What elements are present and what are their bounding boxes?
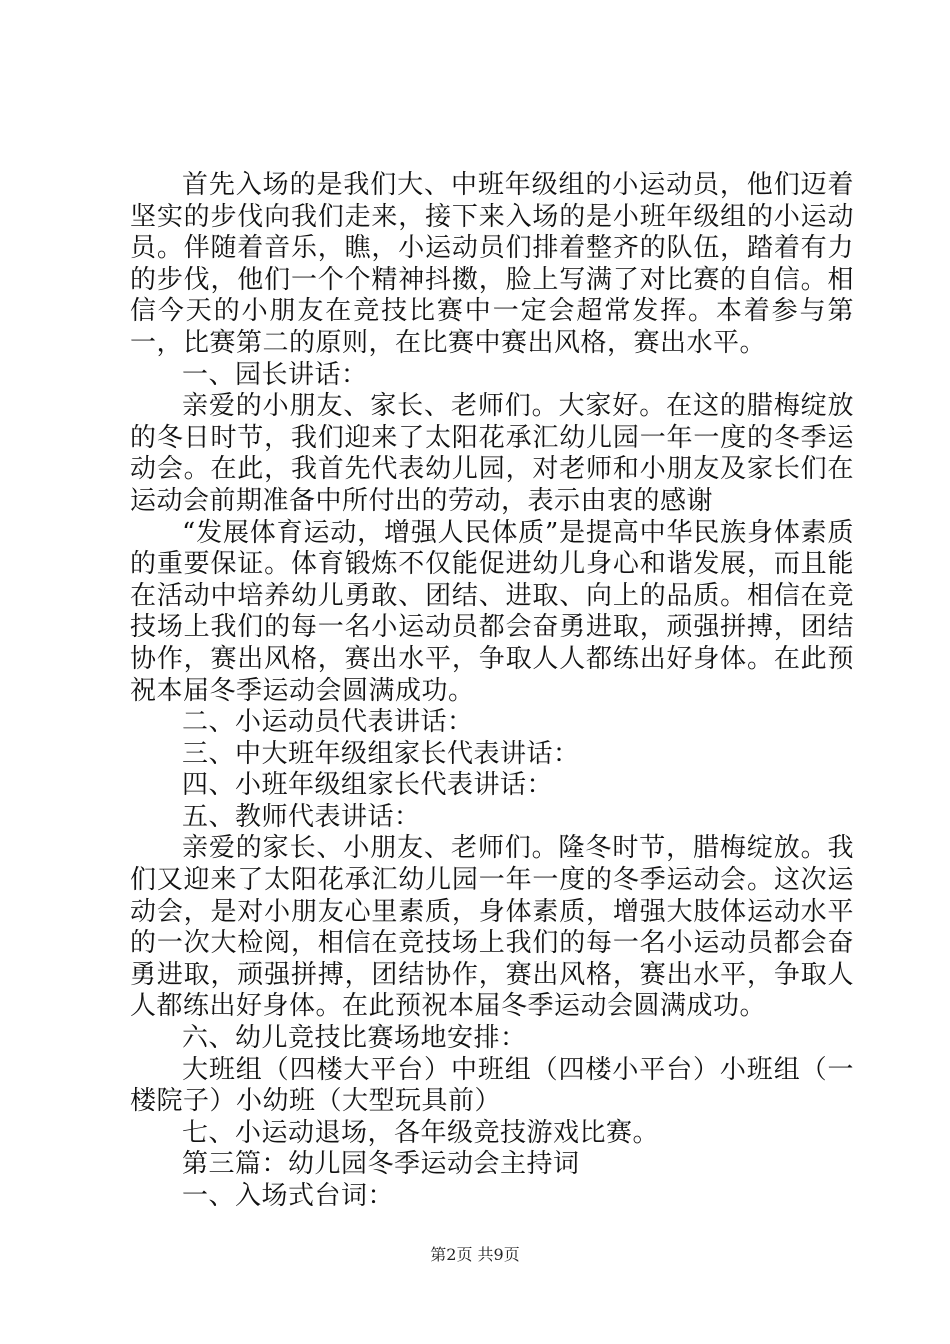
- paragraph-principal-body: “发展体育运动，增强人民体质”是提高中华民族身体素质的重要保证。体育锻炼不仅能促进幼儿身心和谐发展，而且能在活动中培养幼儿勇敢、团结、进取、向上的品质。相信在竞技场上我们的每一名小运动员都会奋勇进取，顽强拼搏，团结协作，赛出风格，赛出水平，争取人人都练出好身体。在此预祝本届冬季运动会圆满成功。: [130, 517, 854, 706]
- heading-senior-parent-speech: 三、中大班年级组家长代表讲话：: [182, 738, 580, 769]
- paragraph-teacher-speech: 亲爱的家长、小朋友、老师们。隆冬时节，腊梅绽放。我们又迎来了太阳花承汇幼儿园一年一度的冬季运动会。这次运动会，是对小朋友心里素质，身体素质，增强大肢体运动水平的一次大检阅，相信在竞技场上我们的每一名小运动员都会奋勇进取，顽强拼搏，团结协作，赛出风格，赛出水平，争取人人都练出好身体。在此预祝本届冬季运动会圆满成功。: [130, 833, 854, 1022]
- heading-athlete-rep-speech: 二、小运动员代表讲话：: [182, 707, 474, 738]
- heading-junior-parent-speech: 四、小班年级组家长代表讲话：: [182, 770, 554, 801]
- heading-teacher-speech: 五、教师代表讲话：: [182, 801, 421, 832]
- page-number-footer: 第2页 共9页: [430, 1245, 520, 1264]
- heading-entrance-lines: 一、入场式台词：: [182, 1181, 395, 1211]
- paragraph-athletes-entrance: 首先入场的是我们大、中班年级组的小运动员，他们迈着坚实的步伐向我们走来，接下来入场的是小班年级组的小运动员。伴随着音乐，瞧，小运动员们排着整齐的队伍，踏着有力的步伐，他们一个个精神抖擞，脸上写满了对比赛的自信。相信今天的小朋友在竞技比赛中一定会超常发挥。本着参与第一，比赛第二的原则，在比赛中赛出风格，赛出水平。: [130, 170, 854, 358]
- heading-principal-speech: 一、园长讲话：: [182, 359, 368, 390]
- heading-part-three: 第三篇：幼儿园冬季运动会主持词: [182, 1149, 580, 1180]
- paragraph-principal-greeting: 亲爱的小朋友、家长、老师们。大家好。在这的腊梅绽放的冬日时节，我们迎来了太阳花承汇幼儿园一年一度的冬季运动会。在此，我首先代表幼儿园，对老师和小朋友及家长们在运动会前期准备中所付出的劳动，表示由衷的感谢: [130, 391, 854, 516]
- document-body: [130, 170, 854, 1213]
- heading-venue-arrangement: 六、幼儿竞技比赛场地安排：: [182, 1023, 527, 1054]
- heading-exit-and-games: 七、小运动退场，各年级竞技游戏比赛。: [182, 1117, 660, 1148]
- paragraph-venue-list: 大班组（四楼大平台）中班组（四楼小平台）小班组（一楼院子）小幼班（大型玩具前）: [130, 1054, 854, 1117]
